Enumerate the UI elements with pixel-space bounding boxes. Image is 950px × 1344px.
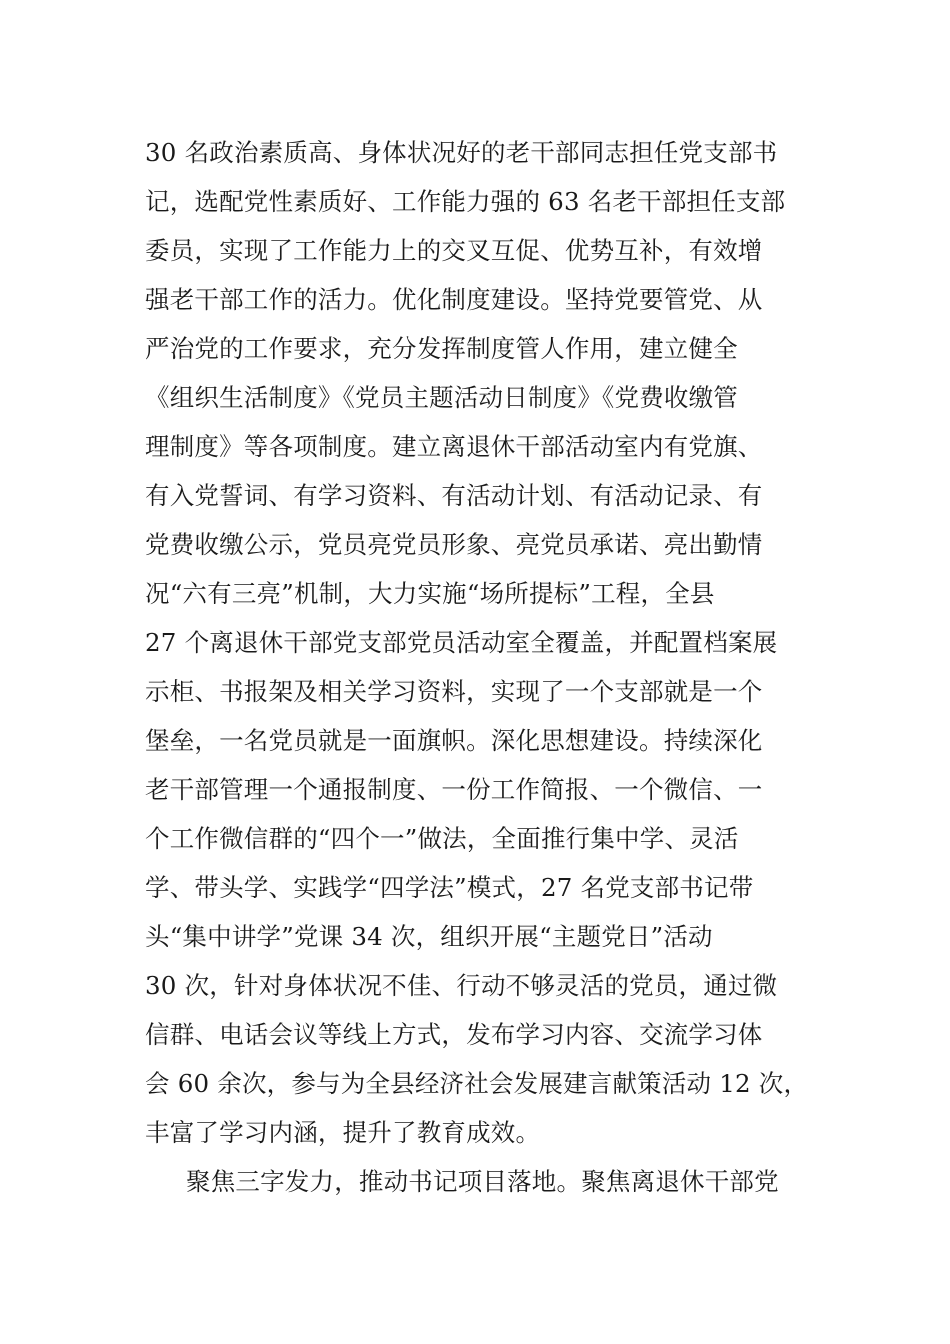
text-line-7: 理制度》等各项制度。建立离退休干部活动室内有党旗、 <box>145 432 763 461</box>
text-line-13: 堡垒，一名党员就是一面旗帜。深化思想建设。持续深化 <box>145 726 763 755</box>
text-line-5: 严治党的工作要求，充分发挥制度管人作用，建立健全 <box>145 334 738 363</box>
text-line-12: 示柜、书报架及相关学习资料，实现了一个支部就是一个 <box>145 677 763 706</box>
text-line-2: 记，选配党性素质好、工作能力强的 63 名老干部担任支部 <box>145 187 786 216</box>
text-line-11: 27 个离退休干部党支部党员活动室全覆盖，并配置档案展 <box>145 628 778 657</box>
text-line-20: 会 60 余次，参与为全县经济社会发展建言献策活动 12 次， <box>145 1069 809 1098</box>
text-line-9: 党费收缴公示，党员亮党员形象、亮党员承诺、亮出勤情 <box>145 530 763 559</box>
text-line-8: 有入党誓词、有学习资料、有活动计划、有活动记录、有 <box>145 481 763 510</box>
text-line-15: 个工作微信群的“四个一”做法，全面推行集中学、灵活 <box>145 824 739 853</box>
text-line-1: 30 名政治素质高、身体状况好的老干部同志担任党支部书 <box>145 138 778 167</box>
text-line-10: 况“六有三亮”机制，大力实施“场所提标”工程，全县 <box>145 579 715 608</box>
text-line-6: 《组织生活制度》《党员主题活动日制度》《党费收缴管 <box>145 383 738 412</box>
text-line-21: 丰富了学习内涵，提升了教育成效。 <box>145 1118 541 1147</box>
text-line-14: 老干部管理一个通报制度、一份工作简报、一个微信、一 <box>145 775 763 804</box>
text-line-4: 强老干部工作的活力。优化制度建设。坚持党要管党、从 <box>145 285 763 314</box>
body-text <box>145 128 825 1206</box>
text-line-3: 委员，实现了工作能力上的交叉互促、优势互补，有效增 <box>145 236 763 265</box>
text-line-19: 信群、电话会议等线上方式，发布学习内容、交流学习体 <box>145 1020 763 1049</box>
next-paragraph-first-line: 聚焦三字发力，推动书记项目落地。聚焦离退休干部党 <box>186 1167 779 1196</box>
text-line-17: 头“集中讲学”党课 34 次，组织开展“主题党日”活动 <box>145 922 713 951</box>
text-line-18: 30 次，针对身体状况不佳、行动不够灵活的党员，通过微 <box>145 971 778 1000</box>
text-line-16: 学、带头学、实践学“四学法”模式，27 名党支部书记带 <box>145 873 754 902</box>
